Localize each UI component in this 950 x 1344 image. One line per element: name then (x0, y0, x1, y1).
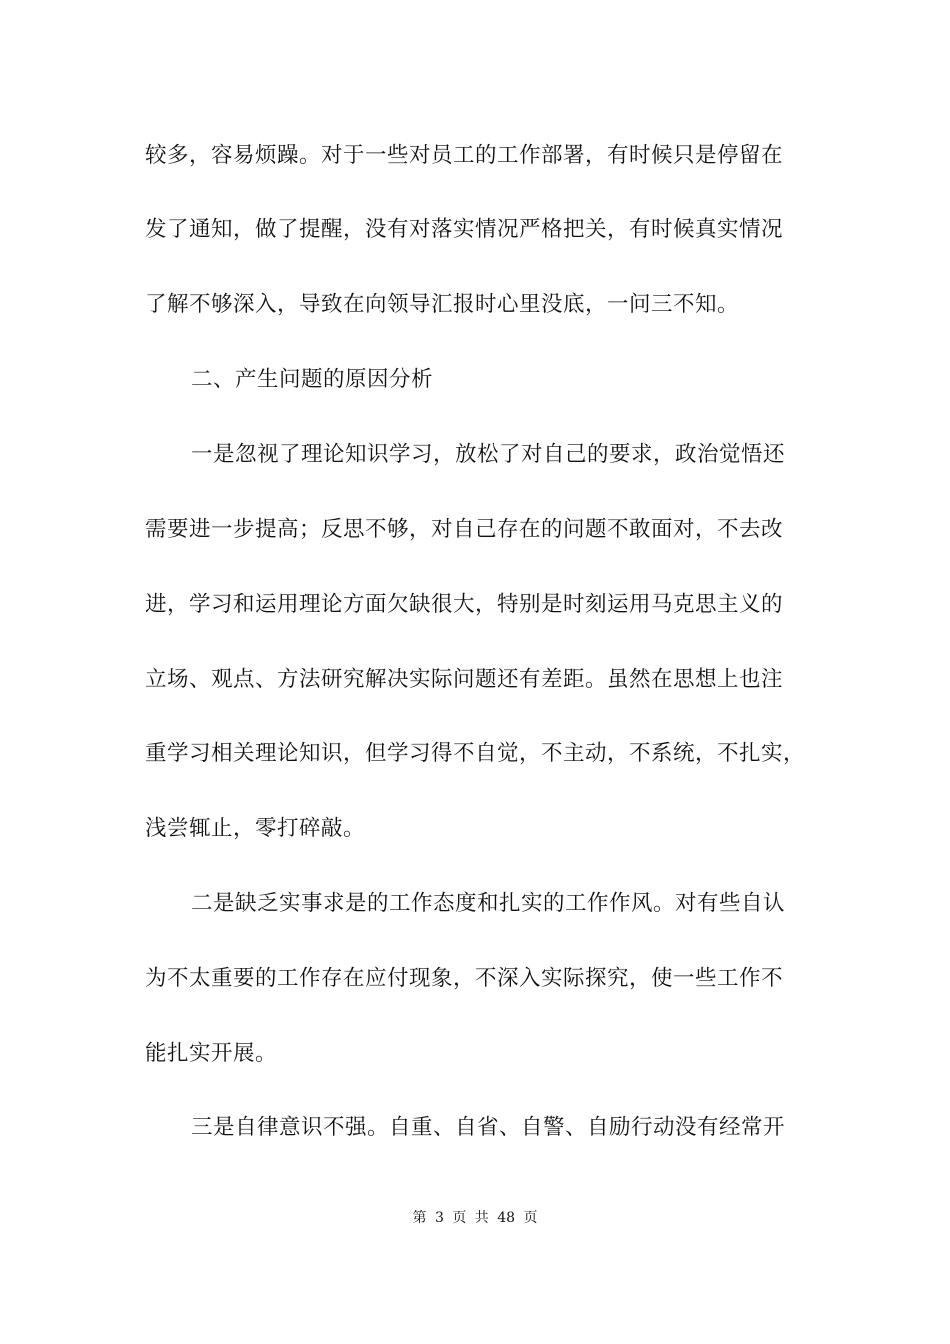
page-footer (0, 1208, 950, 1228)
footer-page-word: 页 (452, 1210, 467, 1226)
section-heading: 二、产生问题的原因分析 (191, 367, 434, 392)
body-text-line: 需要进一步提高；反思不够，对自己存在的问题不敢面对，不去改 (145, 517, 784, 542)
body-text-line: 三是自律意识不强。自重、自省、自警、自励行动没有经常开 (191, 1115, 786, 1140)
body-text-line: 立场、观点、方法研究解决实际问题还有差距。虽然在思想上也注 (145, 667, 784, 692)
footer-current-page: 3 (434, 1210, 444, 1226)
footer-suffix: 页 (523, 1210, 538, 1226)
body-text-line: 进，学习和运用理论方面欠缺很大，特别是时刻运用马克思主义的 (145, 592, 784, 617)
body-text-line: 二是缺乏实事求是的工作态度和扎实的工作作风。对有些自认 (191, 891, 786, 916)
body-text-line: 了解不够深入，导致在向领导汇报时心里没底，一问三不知。 (145, 292, 740, 317)
body-text-line: 一是忽视了理论知识学习，放松了对自己的要求，政治觉悟还 (191, 442, 786, 467)
footer-total-word: 共 (474, 1210, 489, 1226)
body-text-line: 浅尝辄止，零打碎敲。 (145, 816, 366, 841)
body-text-line: 为不太重要的工作存在应付现象，不深入实际探究，使一些工作不 (145, 966, 784, 991)
body-text-line: 能扎实开展。 (145, 1041, 278, 1066)
footer-total-pages: 48 (497, 1210, 516, 1226)
body-text-line: 较多，容易烦躁。对于一些对员工的工作部署，有时候只是停留在 (145, 143, 784, 168)
body-text-line: 重学习相关理论知识，但学习得不自觉，不主动，不系统，不扎实， (145, 741, 806, 766)
footer-prefix: 第 (412, 1210, 427, 1226)
body-text-line: 发了通知，做了提醒，没有对落实情况严格把关，有时候真实情况 (145, 217, 784, 242)
